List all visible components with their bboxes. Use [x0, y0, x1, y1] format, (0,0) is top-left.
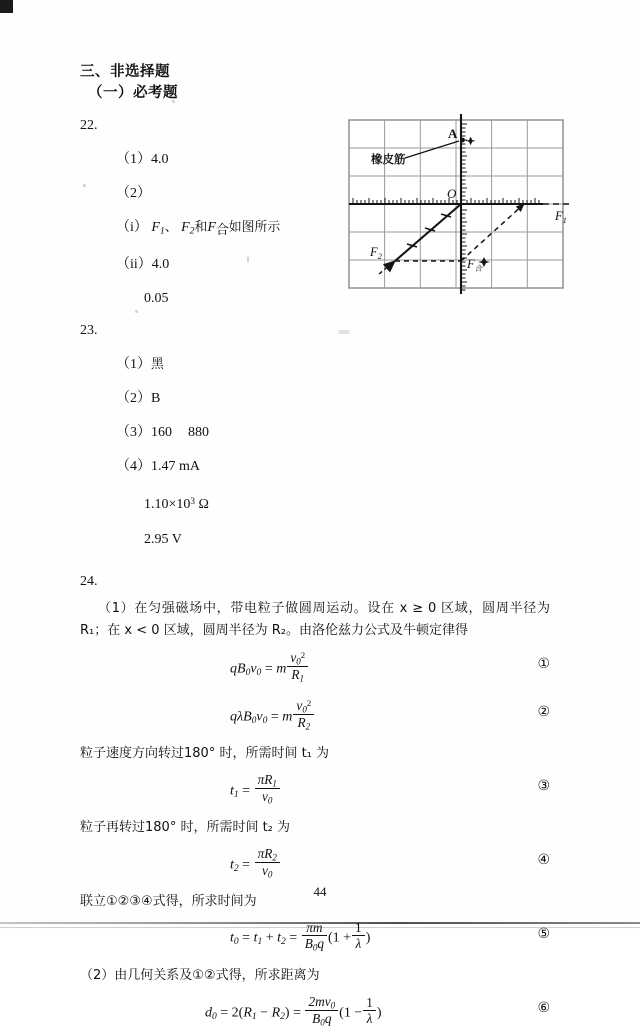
eq1-mass: m	[276, 661, 287, 677]
label-force-resultant: $F_合$	[467, 257, 483, 273]
q23-item-4-label: （4）	[116, 459, 151, 475]
equation-1: $qB_0v_0 = m$ $\frac{v_0^2}{R_1}$	[230, 650, 309, 684]
section-heading: 三、非选择题	[80, 64, 170, 80]
label-rubber-band: 橡皮筋	[371, 152, 406, 166]
q23-item-3-value-b: 880	[188, 425, 209, 441]
q24-part2-text	[80, 966, 550, 986]
q22-sub-ii-value: 4.0	[151, 257, 170, 273]
label-point-a: A	[448, 126, 458, 141]
eq5-fraction: $\frac{\pi m}{B_0q}$	[302, 920, 327, 953]
question-22-number: 22.	[80, 118, 98, 133]
eq2-lambda: λ	[237, 709, 244, 725]
equation-4-row	[80, 846, 550, 886]
q23-item-4	[116, 457, 550, 477]
q23-item-2-value: B	[151, 391, 161, 407]
q23-item-3-label: （3）	[116, 425, 151, 441]
q23-item-4-unit: Ω	[198, 497, 209, 513]
question-24-number: 24.	[80, 573, 98, 589]
eq2-fraction: $\frac{v_0^2}{R_2}$	[293, 698, 314, 732]
force-symbol-fr: F	[207, 220, 216, 235]
equation-5-row	[80, 920, 550, 960]
q23-item-4-value: 1.47 mA	[151, 459, 200, 475]
q24-part2-label: （2）	[80, 967, 115, 983]
q23-item-2	[116, 389, 550, 409]
subsection-heading: （一）必考题	[88, 85, 178, 101]
equation-6-row	[80, 994, 550, 1034]
q24-time-t1-text: 粒子速度方向转过180° 时，所需时间 t₁ 为	[80, 745, 330, 761]
q22-item-1-label: （1）	[116, 152, 151, 167]
q23-item-2-label: （2）	[116, 391, 151, 407]
force-symbol-f1: F	[151, 220, 160, 235]
q23-item-1-label: （1）	[116, 357, 151, 373]
force-symbol-f2: F	[181, 220, 190, 235]
q23-item-4-value2	[144, 491, 550, 515]
label-force-f1: $F_1$	[555, 209, 567, 225]
eq1-fraction: $\frac{v_0^2}{R_1}$	[287, 650, 308, 684]
equation-5-tag: ⑤	[537, 925, 550, 942]
eq1-field: B	[237, 661, 246, 677]
q24-time-t2-text: 粒子再转过180° 时，所需时间 t₂ 为	[80, 819, 291, 835]
q23-item-1	[116, 355, 550, 375]
q24-part1-line2: 区域，圆周半径为 R₂。由洛伦兹力公式及牛顿定律得	[163, 622, 469, 638]
q22-item-1-value: 4.0	[151, 152, 169, 167]
q24-part1-paragraph	[80, 598, 550, 642]
eq1-velocity: v	[250, 661, 257, 677]
q23-item-1-value: 黑	[151, 357, 164, 373]
q24-combine-text: 联立①②③④式得，所求时间为	[80, 893, 257, 909]
q23-item-4-mantissa: 1.10×10	[144, 497, 191, 513]
eq3-fraction: $\frac{\pi R_1}{v_0}$	[255, 772, 280, 806]
equation-1-tag: ①	[537, 655, 550, 672]
q23-item-4-voltage: 2.95 V	[144, 531, 182, 547]
equation-6: $d_0 = 2(R_1 - R_2)$ = $\frac{2mv_0}{B_0q}$ (1 − $\frac{1}{\lambda}$ )	[205, 993, 382, 1028]
q22-sub-ii-label: （ii）	[116, 257, 152, 273]
equation-2-row	[80, 698, 550, 738]
equation-4-tag: ④	[537, 851, 550, 868]
equation-3-row	[80, 772, 550, 812]
page-number: 44	[313, 884, 327, 899]
figure-svg	[343, 114, 569, 294]
label-origin-o: O	[447, 186, 457, 201]
q22-sub-i-conjunction: 和	[194, 220, 208, 235]
equation-1-row	[80, 650, 550, 690]
force-symbol-f1-sub: 1	[159, 226, 165, 237]
eq1-equals: =	[264, 661, 273, 677]
q24-part2-body: 由几何关系及①②式得，所求距离为	[114, 967, 320, 983]
q22-sub-i-tail: 如图所示	[228, 220, 281, 235]
force-parallelogram-figure	[343, 114, 569, 294]
eq5-inner-fraction: $\frac{1}{\lambda}$	[352, 920, 365, 952]
equation-4: $t_2$ = $\frac{\pi R_2}{v_0}$	[230, 846, 281, 880]
force-symbol-f2-sub: 2	[189, 226, 195, 237]
q23-item-3	[116, 423, 550, 443]
q24-part1-line1: 在匀强磁场中，带电粒子做圆周运动。设在 x ≥ 0 区域，圆周半径为 R₁；在 x < 0	[80, 600, 551, 638]
q22-sub-i-label: （i）	[116, 220, 148, 235]
equation-5: $t_0 = t_1 + t_2$ = $\frac{\pi m}{B_0q}$ (1 + $\frac{1}{\lambda}$ )	[230, 919, 371, 953]
equation-3: $t_1$ = $\frac{\pi R_1}{v_0}$	[230, 772, 281, 806]
q24-part1-label: （1）	[98, 600, 135, 616]
eq6-inner-fraction: $\frac{1}{\lambda}$	[363, 995, 376, 1027]
equation-2: $q\lambda B_0v_0 = m$ $\frac{v_0^2}{R_2}$	[230, 698, 315, 732]
equation-6-tag: ⑥	[537, 999, 550, 1016]
force-symbol-fr-sub: 合	[215, 223, 229, 239]
q22-item-2-label: （2）	[116, 186, 151, 201]
eq6-fraction: $\frac{2mv_0}{B_0q}$	[305, 994, 338, 1028]
equation-3-tag: ③	[537, 777, 550, 794]
point-a-marker	[460, 138, 465, 143]
q22-sub-i-separator: 、	[164, 220, 178, 235]
scan-corner-mark	[0, 0, 13, 13]
q22-sub-ii-value2: 0.05	[144, 291, 169, 307]
q23-item-4-value3	[144, 530, 550, 550]
equation-2-tag: ②	[537, 703, 550, 720]
label-force-f2: $F_2$	[370, 245, 382, 261]
eq4-fraction: $\frac{\pi R_2}{v_0}$	[255, 846, 280, 880]
question-23-number: 23.	[80, 323, 98, 339]
eq1-charge: q	[230, 661, 237, 677]
q23-item-4-exponent: 3	[190, 496, 196, 507]
q23-item-3-value-a: 160	[151, 425, 172, 441]
